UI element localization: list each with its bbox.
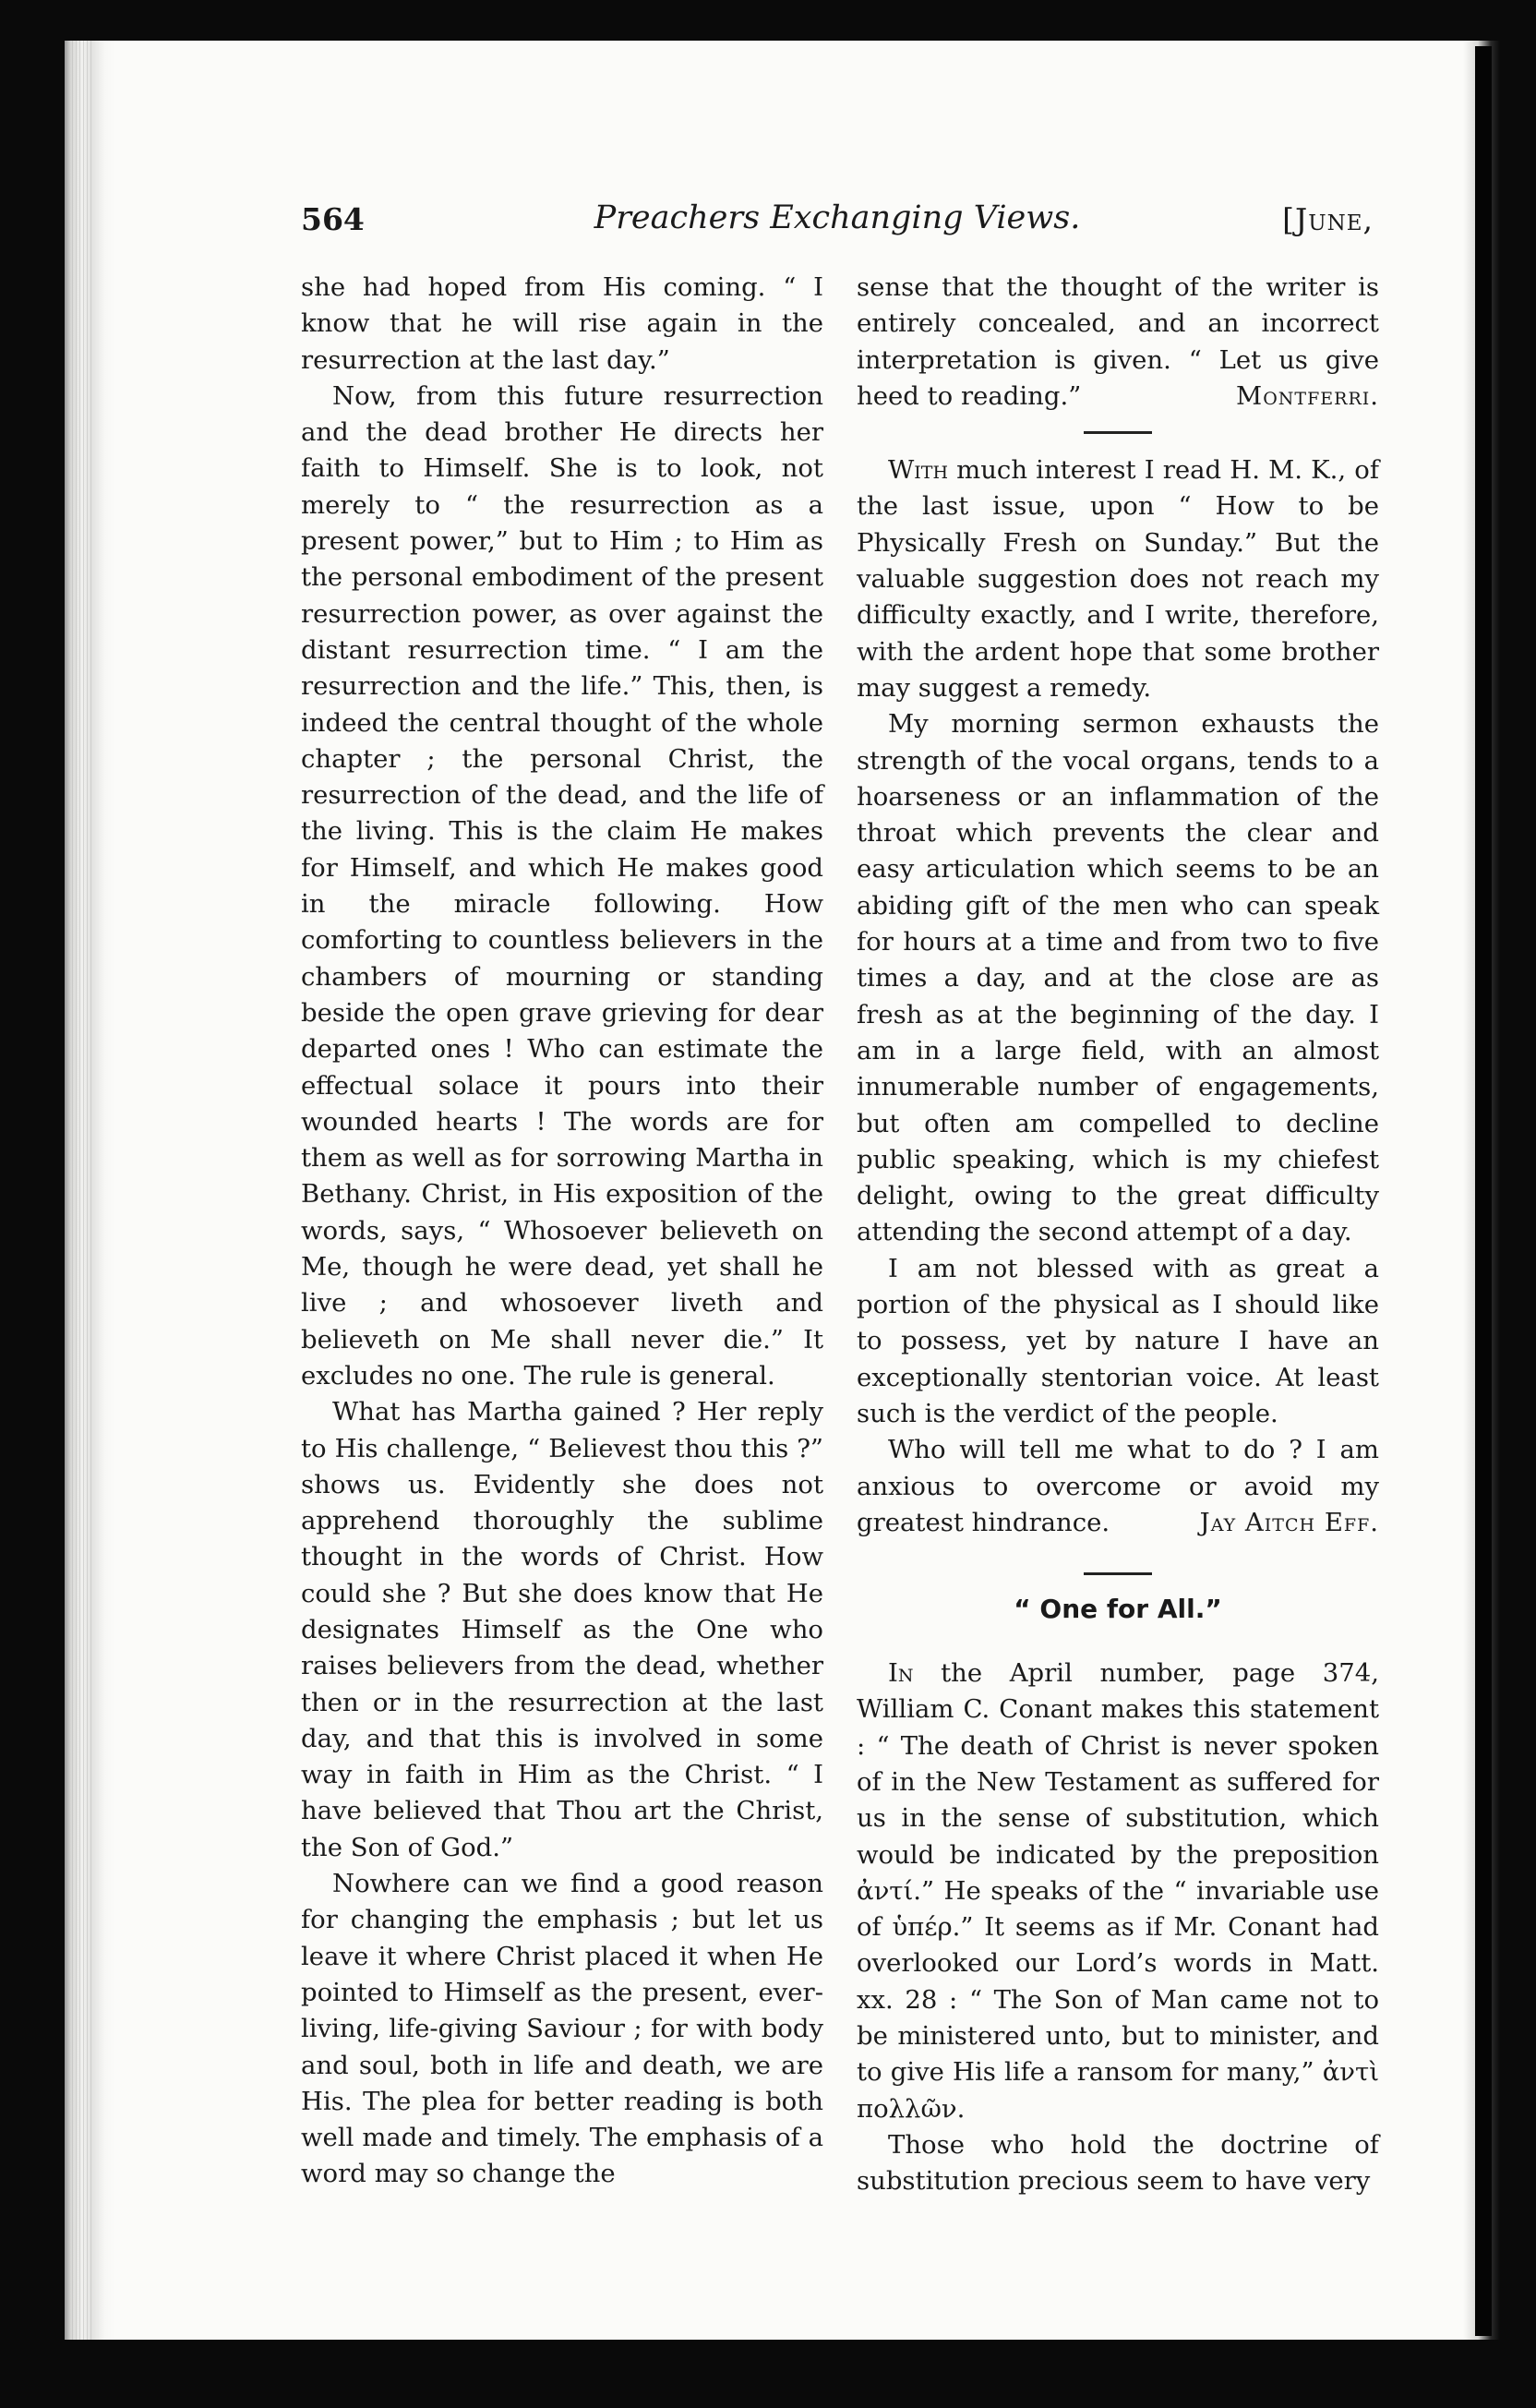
paragraph: Now, from this future resurrection and the dead brother He directs her faith to Himself. She is to look, not merely to “ the resurrection as a present power,” but to Him ; to Him as the personal embodiment of the present resurrection power, as over against the distant resurrection time. “ I am the resurrection and the life.” This, then, is indeed the central thought of the whole chapter ; the personal Christ, the resurrection of the dead, and the life of the living. This is the claim He makes for Himself, and which He makes good in the miracle following. How comforting to countless believers in the chambers of mourning or standing beside the open grave grieving for dear departed ones ! Who can estimate the effectual solace it pours into their wounded hearts ! The words are for them as well as for sorrowing Martha in Bethany. Christ, in His exposition of the words, says, “ Whosoever believeth on Me, though he were dead, yet shall he live ; and whosoever liveth and believeth on Me shall never die.” It excludes no one. The rule is general.: [301, 380, 823, 1391]
page-header: [301, 190, 1374, 246]
paragraph: My morning sermon exhausts the strength of the vocal organs, tends to a hoarseness or an inflammation of the throat which prevents the clear and easy articulation which seems to be an abiding gift of the men who can speak for hours at a time and from two to five times a day, and at the close are as fresh as at the beginning of the day. I am in a large field, with an almost innumerable number of engagements, but often am compelled to decline public speaking, which is my chiefest delight, owing to the great difficulty attending the second attempt of a day.: [857, 709, 1379, 1247]
paragraph: [857, 270, 1379, 415]
right-column: [857, 270, 1379, 2200]
page-number: 564: [301, 201, 365, 237]
header-month: [June,: [1282, 201, 1374, 237]
signature: Montferri.: [1236, 380, 1379, 411]
paragraph-text: the April number, page 374, William C. Conant makes this statement : “ The death of Christ is never spoken of in the New Testament as suffered for us in the sense of substitution, which would be indicated by the preposition ἀντί.” He speaks of the “ invariable use of ὑπέρ.” It seems as if Mr. Conant had overlooked our Lord’s words in Matt. xx. 28 : “ The Son of Man came not to be ministered unto, but to minister, and to give His life a ransom for many,” ἀντὶ πολλῶν.: [857, 1658, 1379, 2124]
paragraph: What has Martha gained ? Her reply to His challenge, “ Believest thou this ?” shows us. Evidently she does not apprehend thoroughly the sublime thought in the words of Christ. How could she ? But she does know that He designates Himself as the One who raises believers from the dead, whether then or in the resurrection at the last day, and that this is involved in some way in faith in Him as the Christ. “ I have believed that Thou art the Christ, the Son of God.”: [301, 1397, 823, 1862]
running-title: Preachers Exchanging Views.: [594, 199, 1081, 236]
paragraph: [857, 1432, 1379, 1541]
paragraph-text: much interest I read H. M. K., of the last issue, upon “ How to be Physically Fresh on Sunday.” But the valuable suggestion does not reach my difficulty exactly, and I write, therefore, with the ardent hope that some brother may suggest a remedy.: [857, 455, 1379, 703]
scan-border: [1475, 46, 1492, 2336]
paragraph: Those who hold the doctrine of substitution precious seem to have very: [857, 2129, 1379, 2197]
paragraph: she had hoped from His coming. “ I know that he will rise again in the resurrection at the last day.”: [301, 272, 823, 375]
divider: [1084, 431, 1152, 434]
paragraph-lead: In: [888, 1658, 914, 1689]
divider: [1084, 1572, 1152, 1575]
binding-edge: [72, 41, 92, 2340]
paragraph-text: sense that the thought of the writer is entirely concealed, and an incorrect interpretation is given. “ Let us give heed to reading.”: [857, 272, 1379, 411]
paragraph-lead: With: [888, 455, 949, 486]
paragraph-text: Who will tell me what to do ? I am anxious to overcome or avoid my greatest hindrance.: [857, 1435, 1379, 1537]
signature: Jay Aitch Eff.: [1199, 1507, 1379, 1537]
paragraph: [857, 452, 1379, 706]
left-column: [301, 270, 823, 2193]
section-title: “ One for All.”: [1014, 1594, 1222, 1625]
paragraph: I am not blessed with as great a portion of the physical as I should like to possess, yet by nature I have an exceptionally stentorian voice. At least such is the verdict of the people.: [857, 1253, 1379, 1428]
paragraph: Nowhere can we find a good reason for changing the emphasis ; but let us leave it where Christ placed it when He pointed to Himself as the present, ever-living, life-giving Saviour ; for with body and soul, both in life and death, we are His. The plea for better reading is both well made and timely. The emphasis of a word may so change the: [301, 1869, 823, 2189]
paragraph: [857, 1656, 1379, 2127]
